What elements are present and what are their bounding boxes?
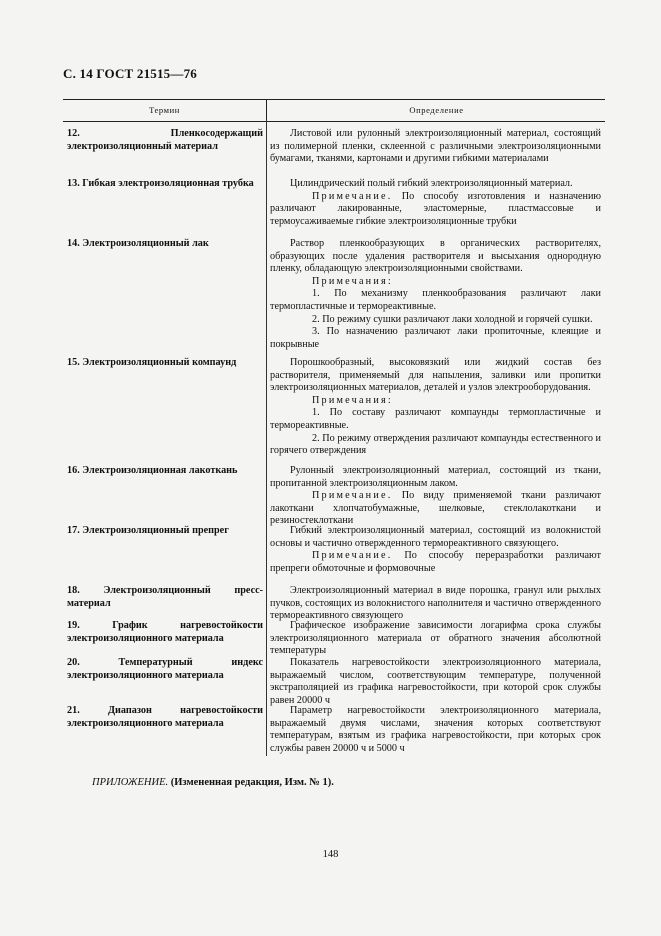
note-item: 2. По режиму отверждения различают компаунды естественного и горячего отверждения xyxy=(270,432,601,457)
definition-text: Графическое изображение зависимости логарифма срока службы электроизоляционного материала от обратного значения абсолютной температуры xyxy=(270,620,601,657)
definition-text: Рулонный электроизоляционный материал, состоящий из ткани, пропитанной электроизоляционным лаком. xyxy=(270,465,601,489)
term-cell xyxy=(67,525,263,538)
definition-cell xyxy=(270,465,601,528)
definition-text: Цилиндрический полый гибкий электроизоляционный материал. xyxy=(290,178,573,189)
term-number: 13. xyxy=(67,178,80,189)
term-number: 17. xyxy=(67,525,80,536)
definition-cell xyxy=(270,585,601,623)
term-cell xyxy=(67,238,263,251)
term-text: Температурный индекс электроизоляционного материала xyxy=(67,657,263,681)
note-text: По способу изготовления и назначению различают лакированные, эластомерные, пластмассовые и термоусаживаемые гибкие электроизоляционные трубки xyxy=(270,190,602,227)
page-header: С. 14 ГОСТ 21515—76 xyxy=(63,66,197,81)
term-text: Гибкая электроизоляционная трубка xyxy=(82,178,254,189)
note-label: Примечание. xyxy=(312,490,393,502)
definition-cell xyxy=(270,178,601,228)
definition-text: Гибкий электроизоляционный материал, состоящий из волокнистой основы и частично отвержденного термореактивного связующего. xyxy=(270,525,601,549)
definition-text: Порошкообразный, высоковязкий или жидкий состав без растворителя, применяемый для напыления, заливки или пропитки электроизоляционных материалов, деталей и узлов электрооборудования. xyxy=(270,357,601,394)
definition-cell xyxy=(270,705,601,755)
term-text: Электроизоляционный компаунд xyxy=(82,357,237,368)
term-text: Электроизоляционный лак xyxy=(82,238,209,249)
definition-note xyxy=(270,550,601,575)
term-number: 12. xyxy=(67,128,80,139)
term-cell xyxy=(67,620,263,645)
appendix-note xyxy=(92,777,334,788)
note-item: 2. По режиму сушки различают лаки холодной и горячей сушки. xyxy=(312,313,593,325)
term-cell xyxy=(67,128,263,153)
definition-text: Раствор пленкообразующих в органических растворителях, образующих после удаления растворителя и высыхания однородную пленку, обладающую электроизоляционными свойствами. xyxy=(270,238,601,275)
definition-cell xyxy=(270,620,601,658)
definition-note xyxy=(270,191,601,229)
term-text: Диапазон нагревостойкости электроизоляционного материала xyxy=(67,705,264,729)
term-cell xyxy=(67,705,263,730)
term-number: 16. xyxy=(67,465,80,476)
term-number: 14. xyxy=(67,238,80,249)
term-text: Пленкосодержащий электроизоляционный материал xyxy=(67,128,263,152)
notes-label-text: Примечания: xyxy=(312,275,393,287)
term-cell xyxy=(67,657,263,682)
appendix-text: (Измененная редакция, Изм. № 1). xyxy=(170,777,334,788)
term-number: 20. xyxy=(67,657,80,668)
note-item: 1. По составу различают компаунды термопластичные и термореактивные. xyxy=(270,407,601,431)
definition-cell xyxy=(270,357,601,458)
definition-text: Показатель нагревостойкости электроизоляционного материала, выражаемый числом, соответствующим температуре, полученной экстраполяцией из графика нагревостойкости, при которой срок службы равен 20000 ч xyxy=(270,657,601,706)
note-text: По виду применяемой ткани различают лакоткани хлопчатобумажные, шелковые, стеклолакоткани и резиностеклоткани xyxy=(270,490,602,527)
term-cell xyxy=(67,178,263,191)
column-divider xyxy=(266,120,267,756)
term-number: 18. xyxy=(67,585,80,596)
term-cell xyxy=(67,357,263,370)
note-label: Примечание. xyxy=(312,550,393,562)
notes-label xyxy=(270,395,601,408)
note-item: 1. По механизму пленкообразования различают лаки термопластичные и термореактивные. xyxy=(270,288,601,312)
definition-text: Электроизоляционный материал в виде порошка, гранул или рыхлых пучков, состоящих из волокнистого наполнителя и частично отвержденного термореактивного связующего xyxy=(270,585,601,622)
definition-text: Параметр нагревостойкости электроизоляционного материала, выражаемый двумя числами, значения которых соответствуют температурам, взятым из графика нагревостойкости, при которых срок службы равен 20000 ч и 5000 ч xyxy=(270,705,601,754)
term-number: 15. xyxy=(67,357,80,368)
notes-label xyxy=(270,276,601,289)
note-item: 3. По назначению различают лаки пропиточные, клеящие и покрывные xyxy=(270,326,601,350)
term-number: 19. xyxy=(67,620,80,631)
definition-cell xyxy=(270,238,601,351)
term-text: Электроизоляционный пресс-материал xyxy=(67,585,264,609)
term-text: Электроизоляционная лакоткань xyxy=(82,465,238,476)
table-header xyxy=(63,99,605,122)
term-cell xyxy=(67,465,263,478)
note-label: Примечание. xyxy=(312,190,393,202)
note-text: По способу переразработки различают препреги обмоточные и формовочные xyxy=(270,550,601,574)
notes-label-text: Примечания: xyxy=(312,394,393,406)
definition-text: Листовой или рулонный электроизоляционный материал, состоящий из полимерной пленки, склеенной с различными электроизоляционными бумагами, тканями, картонами и другими гибкими материалами xyxy=(270,128,601,165)
page-number: 148 xyxy=(322,849,339,860)
appendix-label: ПРИЛОЖЕНИЕ. xyxy=(92,777,169,788)
definition-cell xyxy=(270,525,601,575)
definition-note xyxy=(270,490,601,528)
term-number: 21. xyxy=(67,705,80,716)
column-header-definition: Определение xyxy=(266,100,606,121)
definition-cell xyxy=(270,128,601,166)
term-cell xyxy=(67,585,263,610)
term-text: Электроизоляционный препрег xyxy=(82,525,229,536)
term-text: График нагревостойкости электроизоляционного материала xyxy=(67,620,263,644)
column-header-term: Термин xyxy=(149,105,180,115)
definition-cell xyxy=(270,657,601,707)
